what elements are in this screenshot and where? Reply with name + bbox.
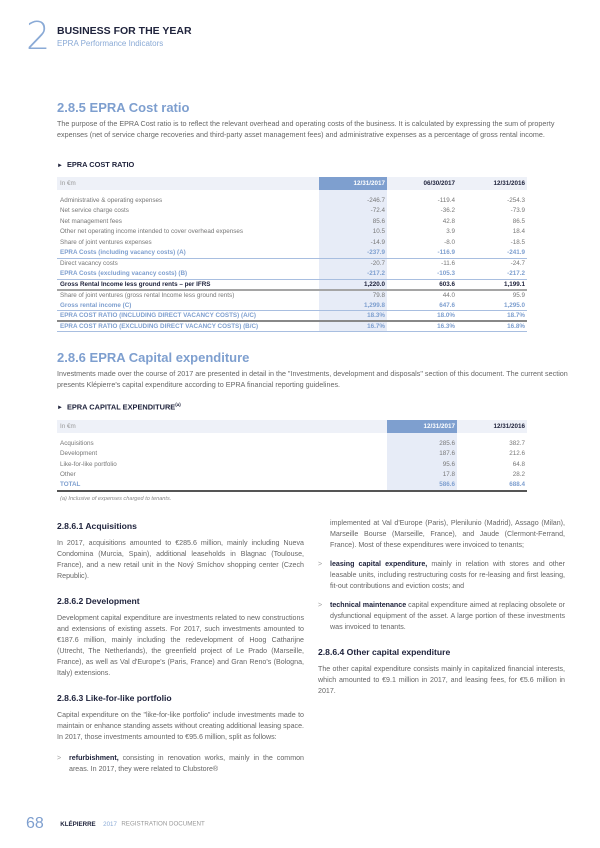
bullet-leasing-capex: > leasing capital expenditure, mainly in relation with stores and other leasable units, including restructuring costs for re-leasing and first leasing, fit-out contributions and eviction costs; and	[318, 560, 565, 590]
chapter-number: 2	[26, 14, 51, 58]
capex-intro: Investments made over the course of 2017 are presented in detail in the "Investments, development and disposals" section of this document. The current section presents Klépierre's capital expenditure according to EPRA financial reporting guidelines.	[57, 369, 568, 389]
page-number: 68	[26, 815, 44, 832]
table-row-gross-rental-income-ifrs: Gross Rental Income less ground rents – per IFRS 1,220.0 603.6 1,199.1	[57, 279, 527, 290]
chevron-right-icon: >	[57, 754, 62, 762]
like-for-like-text: Capital expenditure on the "like-for-like portfolio" include investments made to maintain or enhance standing assets without creating additional leasing space. In 2017, those investments amounted to €95.6 million, split as follows:	[57, 711, 304, 741]
table-row: Like-for-like portfolio 95.6 64.8	[60, 460, 525, 468]
table-row: Net service charge costs -72.4 -36.2 -73.9	[60, 207, 525, 215]
triangle-icon: ►	[57, 405, 63, 412]
subsection-title-like-for-like: 2.8.6.3 Like-for-like portfolio	[57, 693, 172, 703]
table-row: Direct vacancy costs -20.7 -11.6 -24.7	[60, 260, 525, 267]
document-year: 2017	[103, 820, 117, 828]
document-name: REGISTRATION DOCUMENT	[121, 820, 205, 828]
table-row-subtotal: EPRA Costs (including vacancy costs) (A) -237.9 -116.9 -241.9	[57, 248, 527, 259]
bullet-refurbishment: > refurbishment, consisting in renovation works, mainly in the common areas. In 2017, they were related to Clubstore®	[57, 754, 304, 773]
cost-ratio-table	[57, 177, 527, 332]
column-header: In €m	[60, 180, 76, 187]
other-capex-text: The other capital expenditure consists mainly in capitalized financial interests, which amounted to €9.1 million in 2017, and leasing fees, for €5.6 million in 2017.	[318, 665, 565, 695]
chevron-right-icon: >	[318, 560, 323, 568]
table-row: Other 17.8 28.2	[60, 471, 525, 479]
section-title-capex: 2.8.6 EPRA Capital expenditure	[57, 350, 250, 365]
subsection-title-other-capex: 2.8.6.4 Other capital expenditure	[318, 647, 451, 657]
right-column	[318, 518, 565, 707]
cost-ratio-intro: The purpose of the EPRA Cost ratio is to reflect the relevant overhead and operating costs of the business. It is calculated by expressing the sum of property expenses (net of service charge recoveries and third-party asset management fees) and administrative expenses as a percentage of gross rental income.	[57, 119, 555, 139]
capex-table	[57, 420, 527, 492]
cost-ratio-table-title: ► EPRA COST RATIO	[57, 160, 135, 169]
table-header-row	[57, 177, 527, 190]
chapter-title: BUSINESS FOR THE YEAR	[57, 25, 192, 37]
development-text: Development capital expenditure are investments related to new constructions and extensions of existing assets. For 2017, such investments amounted to €187.6 million, mainly including the redevelopment of Hoog Catharijne (Utrecht, The Netherlands), the greenfield project of Le Prado (Marseille, France), as well as Val d'Europe's (Paris, France) and Gran Reno's (Bologna, Italy) extensions.	[57, 614, 304, 677]
section-title-cost-ratio: 2.8.5 EPRA Cost ratio	[57, 100, 190, 115]
subsection-title-acquisitions: 2.8.6.1 Acquisitions	[57, 521, 137, 531]
column-header: 12/31/2017	[319, 177, 387, 190]
table-row-ratio: EPRA COST RATIO (INCLUDING DIRECT VACANCY COSTS) (A/C) 18.3% 18.0% 18.7%	[57, 311, 527, 322]
capex-footnote: (a) Inclusive of expenses charged to tenants.	[60, 496, 172, 502]
table-row-subtotal: EPRA Costs (excluding vacancy costs) (B) -217.2 -105.3 -217.2	[57, 269, 527, 280]
table-header-row	[57, 420, 527, 433]
table-row: Net management fees 85.6 42.8 86.5	[60, 217, 525, 225]
brand-name: KLÉPIERRE	[60, 820, 96, 828]
chapter-subtitle: EPRA Performance Indicators	[57, 39, 164, 48]
table-row: Acquisitions 285.6 382.7	[60, 439, 525, 447]
subsection-title-development: 2.8.6.2 Development	[57, 596, 140, 606]
table-row-ratio: EPRA COST RATIO (EXCLUDING DIRECT VACANCY COSTS) (B/C) 16.7% 16.3% 16.8%	[57, 321, 527, 332]
table-row-total: TOTAL 586.6 688.4	[57, 480, 527, 491]
column-header: In €m	[60, 423, 76, 430]
chevron-right-icon: >	[318, 601, 323, 609]
table-row: Other net operating income intended to cover overhead expenses 10.5 3.9 18.4	[60, 228, 525, 236]
acquisitions-text: In 2017, acquisitions amounted to €285.6 million, mainly including Nueva Condomina (Murcia, Spain), additional leaseholds in Blagnac (Toulouse, France), and a new retail unit in the Nový Smíchov shopping center (Czech Republic).	[57, 539, 304, 580]
page-footer	[26, 815, 205, 833]
table-row: Share of joint ventures expenses -14.9 -8.0 -18.5	[60, 238, 525, 246]
bullet-technical-maintenance: > technical maintenance capital expenditure aimed at replacing obsolete or dysfunctional equipment of the asset. A large portion of these investments was invoiced to tenants.	[318, 601, 565, 631]
column-header: 06/30/2017	[423, 180, 455, 187]
column-header: 12/31/2016	[493, 423, 525, 430]
capex-table-title: ► EPRA CAPITAL EXPENDITURE$^{(a)}$	[57, 402, 181, 412]
triangle-icon: ►	[57, 163, 63, 169]
footnote-marker: (a)	[175, 402, 181, 407]
table-row: Share of joint ventures (gross rental Income less ground rents) 79.8 44.0 95.9	[57, 290, 527, 301]
table-row: Administrative & operating expenses -246.7 -119.4 -254.3	[60, 196, 525, 204]
left-column	[57, 521, 304, 781]
bullet-continuation: implemented at Val d'Europe (Paris), Plenilunio (Madrid), Assago (Milan), Marseille Bourse (Marseille, France), and Jaude (Clermont-Ferrand, France). Most of these expenditures were invoiced to tenants;	[330, 519, 565, 549]
table-row-subtotal: Gross rental income (C) 1,299.8 647.6 1,295.0	[57, 300, 527, 311]
table-row: Development 187.6 212.6	[60, 450, 525, 458]
column-header: 12/31/2017	[387, 420, 457, 433]
column-header: 12/31/2016	[493, 180, 525, 187]
